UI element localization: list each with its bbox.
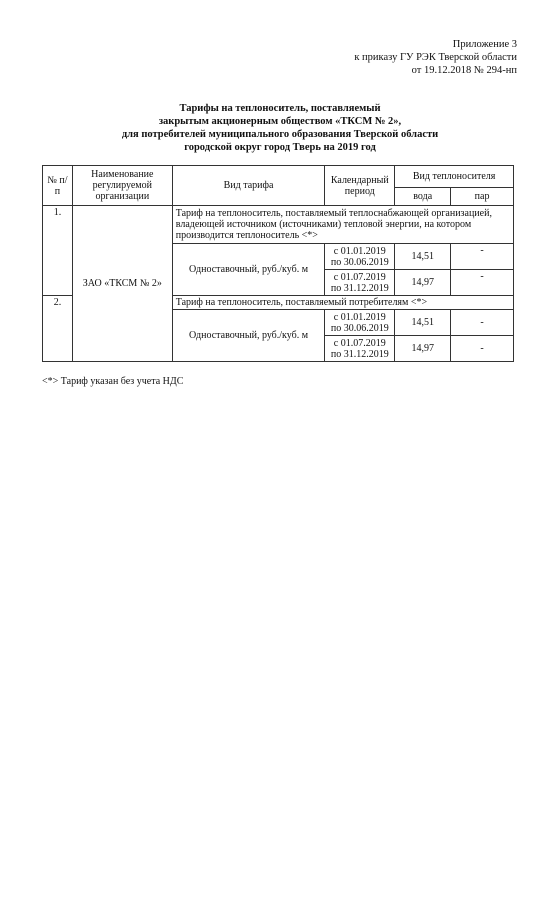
rate-type: Одноставочный, руб./куб. м	[172, 244, 325, 296]
header-organization: Наименование регулируемой организации	[72, 166, 172, 206]
period-to: по 30.06.2019	[330, 256, 389, 268]
organization-name: ЗАО «ТКСМ № 2»	[72, 206, 172, 362]
table-row	[43, 206, 514, 244]
row-number: 1.	[43, 206, 73, 296]
steam-value: -	[451, 270, 514, 296]
water-value: 14,97	[395, 336, 451, 362]
appendix-label: Приложение 3	[452, 39, 517, 50]
vat-footnote: <*> Тариф указан без учета НДС	[42, 376, 184, 387]
period-cell	[325, 336, 395, 362]
steam-value: -	[451, 336, 514, 362]
order-reference: к приказу ГУ РЭК Тверской области	[354, 52, 517, 63]
water-value: 14,97	[395, 270, 451, 296]
period-to: по 30.06.2019	[330, 322, 389, 334]
steam-value: -	[451, 310, 514, 336]
tariff-description: Тариф на теплоноситель, поставляемый потребителям <*>	[172, 296, 513, 310]
title-line-3: для потребителей муниципального образования Тверской области	[121, 129, 439, 140]
rate-type: Одноставочный, руб./куб. м	[172, 310, 325, 362]
water-value: 14,51	[395, 244, 451, 270]
document-title	[60, 102, 500, 154]
header-steam: пар	[451, 188, 514, 206]
period-to: по 31.12.2019	[330, 348, 389, 360]
period-from: с 01.01.2019	[333, 245, 386, 257]
order-date-number: от 19.12.2018 № 294-нп	[411, 65, 517, 76]
period-cell	[325, 270, 395, 296]
header-period: Календарный период	[325, 166, 395, 206]
title-line-2: закрытым акционерным обществом «ТКСМ № 2»,	[158, 116, 402, 127]
period-from: с 01.07.2019	[333, 337, 386, 349]
period-cell	[325, 244, 395, 270]
period-from: с 01.07.2019	[333, 271, 386, 283]
period-from: с 01.01.2019	[333, 311, 386, 323]
tariff-table	[42, 165, 514, 362]
header-water: вода	[395, 188, 451, 206]
water-value: 14,51	[395, 310, 451, 336]
title-line-1: Тарифы на теплоноситель, поставляемый	[179, 103, 381, 114]
header-number: № п/п	[43, 166, 73, 206]
period-cell	[325, 310, 395, 336]
header-tariff-type: Вид тарифа	[172, 166, 325, 206]
header-heat-carrier: Вид теплоносителя	[395, 166, 514, 188]
document-header	[354, 38, 517, 77]
tariff-description: Тариф на теплоноситель, поставляемый теплоснабжающей организацией, владеющей источником (источниками) тепловой энергии, на котором производится теплоноситель <*>	[172, 206, 513, 244]
period-to: по 31.12.2019	[330, 282, 389, 294]
title-line-4: городской округ город Тверь на 2019 год	[184, 142, 376, 153]
steam-value: -	[451, 244, 514, 270]
row-number: 2.	[43, 296, 73, 362]
